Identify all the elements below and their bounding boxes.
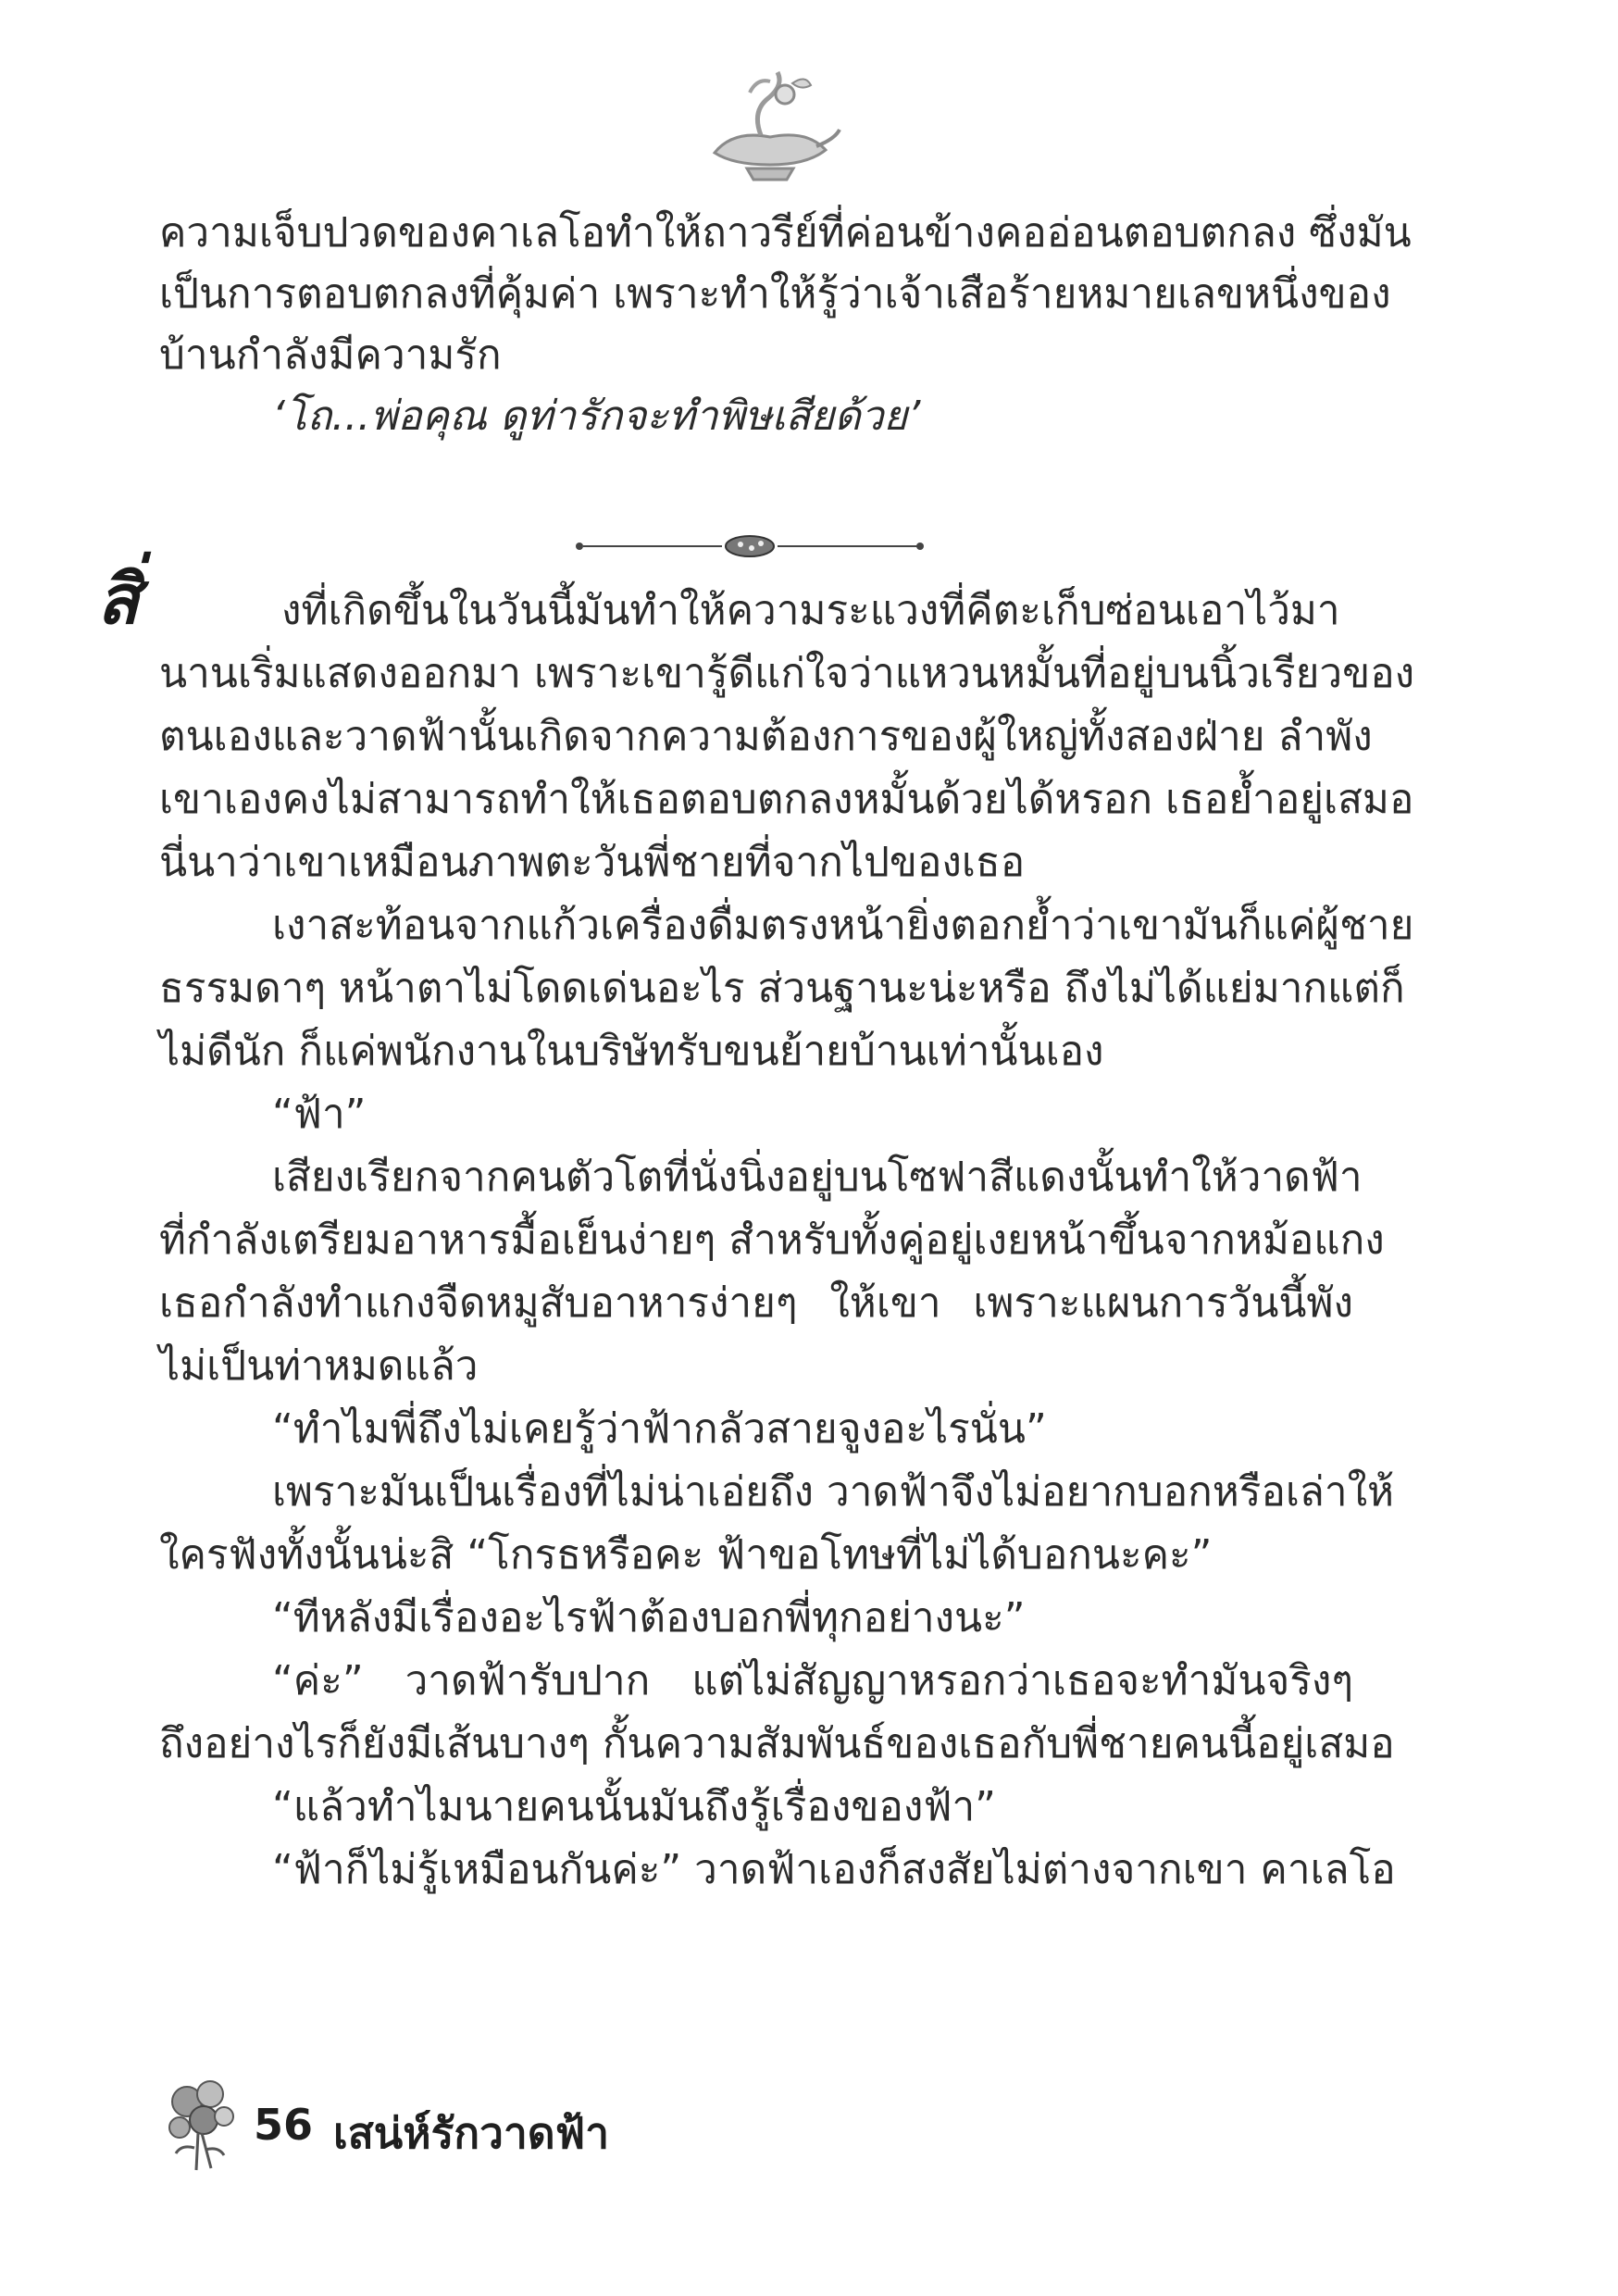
paragraph-line: “ฟ้าก็ไม่รู้เหมือนกันค่ะ” วาดฟ้าเองก็สงสัยไม่ต่างจากเขา คาเลโอ — [272, 1846, 1396, 1893]
paragraph-line: ไม่ดีนัก ก็แค่พนักงานในบริษัทรับขนย้ายบ้านเท่านั้นเอง — [159, 1028, 1104, 1075]
paragraph-line: นี่นาว่าเขาเหมือนภาพตะวันพี่ชายที่จากไปของเธอ — [159, 839, 1026, 886]
paragraph-line: ธรรมดาๆ หน้าตาไม่โดดเด่นอะไร ส่วนฐานะน่ะหรือ ถึงไม่ได้แย่มากแต่ก็ — [159, 965, 1405, 1012]
ornament-divider-icon — [574, 528, 926, 565]
paragraph-line: ใครฟังทั้งนั้นน่ะสิ “โกรธหรือคะ ฟ้าขอโทษที่ไม่ได้บอกนะคะ” — [159, 1531, 1213, 1578]
dialogue-line: “แล้วทำไมนายคนนั้นมันถึงรู้เรื่องของฟ้า” — [272, 1783, 996, 1830]
dialogue-line: “ฟ้า” — [272, 1091, 367, 1138]
drop-cap: สิ่ — [97, 560, 140, 640]
italic-thought-line: ‘โถ...พ่อคุณ ดูท่ารักจะทำพิษเสียด้วย’ — [272, 393, 921, 440]
paragraph-line: เสียงเรียกจากคนตัวโตที่นั่งนิ่งอยู่บนโซฟาสีแดงนั้นทำให้วาดฟ้า — [272, 1154, 1363, 1201]
page-footer — [159, 2074, 807, 2176]
paragraph-line: เขาเองคงไม่สามารถทำให้เธอตอบตกลงหมั้นด้วยได้หรอก เธอย้ำอยู่เสมอ — [159, 776, 1414, 823]
flower-bouquet-icon — [159, 2074, 243, 2176]
paragraph-line: เธอกำลังทำแกงจืดหมูสับอาหารง่ายๆ ให้เขา เพราะแผนการวันนี้พัง — [159, 1279, 1353, 1327]
paragraph-line: ตนเองและวาดฟ้านั้นเกิดจากความต้องการของผู้ใหญ่ทั้งสองฝ่าย ลำพัง — [159, 713, 1373, 760]
page-number: 56 — [254, 2100, 314, 2150]
paragraph-line: ถึงอย่างไรก็ยังมีเส้นบางๆ กั้นความสัมพันธ์ของเธอกับพี่ชายคนนี้อยู่เสมอ — [159, 1720, 1395, 1767]
paragraph-line: เงาสะท้อนจากแก้วเครื่องดื่มตรงหน้ายิ่งตอกย้ำว่าเขามันก็แค่ผู้ชาย — [272, 902, 1414, 949]
paragraph-line: บ้านกำลังมีความรัก — [159, 331, 502, 379]
magic-lamp-icon — [696, 65, 844, 185]
paragraph-line: “ค่ะ” วาดฟ้ารับปาก แต่ไม่สัญญาหรอกว่าเธอจะทำมันจริงๆ — [272, 1657, 1353, 1704]
dialogue-line: “ทำไมพี่ถึงไม่เคยรู้ว่าฟ้ากลัวสายจูงอะไรนั่น” — [272, 1405, 1047, 1453]
paragraph-line: ไม่เป็นท่าหมดแล้ว — [159, 1342, 479, 1390]
book-title: เสน่ห์รักวาดฟ้า — [333, 2108, 610, 2158]
paragraph-line: เป็นการตอบตกลงที่คุ้มค่า เพราะทำให้รู้ว่าเจ้าเสือร้ายหมายเลขหนึ่งของ — [159, 270, 1391, 318]
paragraph-line: งที่เกิดขึ้นในวันนี้มันทำให้ความระแวงที่คีตะเก็บซ่อนเอาไว้มา — [281, 587, 1340, 634]
paragraph-line: ความเจ็บปวดของคาเลโอทำให้ถาวรีย์ที่ค่อนข้างคออ่อนตอบตกลง ซึ่งมัน — [159, 209, 1412, 256]
paragraph-line: นานเริ่มแสดงออกมา เพราะเขารู้ดีแก่ใจว่าแหวนหมั้นที่อยู่บนนิ้วเรียวของ — [159, 650, 1415, 697]
dialogue-line: “ทีหลังมีเรื่องอะไรฟ้าต้องบอกพี่ทุกอย่างนะ” — [272, 1594, 1026, 1641]
paragraph-line: ที่กำลังเตรียมอาหารมื้อเย็นง่ายๆ สำหรับทั้งคู่อยู่เงยหน้าขึ้นจากหม้อแกง — [159, 1217, 1385, 1264]
paragraph-line: เพราะมันเป็นเรื่องที่ไม่น่าเอ่ยถึง วาดฟ้าจึงไม่อยากบอกหรือเล่าให้ — [272, 1468, 1395, 1516]
